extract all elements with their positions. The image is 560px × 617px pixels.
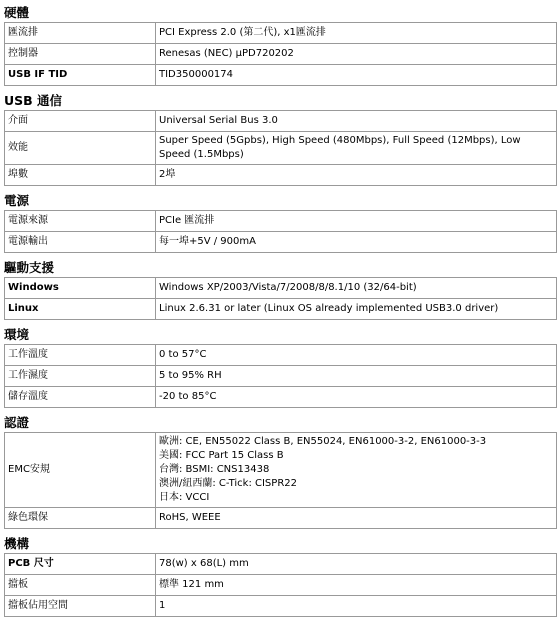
section-title: 認證 (4, 415, 30, 430)
spec-table (4, 553, 557, 617)
table-row (5, 65, 557, 86)
section-title: 驅動支援 (4, 260, 55, 275)
row-value: 5 to 95% RH (156, 366, 557, 387)
row-label: Windows (5, 278, 156, 299)
table-row (5, 596, 557, 617)
row-label: PCB 尺寸 (5, 554, 156, 575)
table-row (5, 433, 557, 508)
table-row (5, 132, 557, 165)
section-title: 環境 (4, 327, 30, 342)
row-value: 0 to 57°C (156, 345, 557, 366)
row-label: 匯流排 (5, 23, 156, 44)
row-value: Super Speed (5Gpbs), High Speed (480Mbps), Full Speed (12Mbps), Low Speed (1.5Mbps) (156, 132, 557, 165)
row-label: 介面 (5, 111, 156, 132)
row-value: TID350000174 (156, 65, 557, 86)
row-value: Renesas (NEC) μPD720202 (156, 44, 557, 65)
row-value: 78(w) x 68(L) mm (156, 554, 557, 575)
row-label: USB IF TID (5, 65, 156, 86)
table-row (5, 23, 557, 44)
table-row (5, 508, 557, 529)
row-label: 電源輸出 (5, 232, 156, 253)
spec-table (4, 432, 557, 529)
table-row (5, 111, 557, 132)
table-row (5, 299, 557, 320)
table-row (5, 387, 557, 408)
spec-table (4, 210, 557, 253)
row-value: Linux 2.6.31 or later (Linux OS already implemented USB3.0 driver) (156, 299, 557, 320)
row-value: RoHS, WEEE (156, 508, 557, 529)
table-row (5, 554, 557, 575)
section-title: 硬體 (4, 5, 30, 20)
value-line: 台灣: BSMI: CNS13438 (159, 464, 270, 475)
section-title: 電源 (4, 193, 30, 208)
value-line: 日本: VCCI (159, 492, 210, 503)
row-label: 效能 (5, 132, 156, 165)
row-label: 儲存溫度 (5, 387, 156, 408)
row-value (156, 433, 557, 508)
row-label: EMC安規 (5, 433, 156, 508)
row-value: PCIe 匯流排 (156, 211, 557, 232)
value-line: 歐洲: CE, EN55022 Class B, EN55024, EN61000-3-2, EN61000-3-3 (159, 436, 487, 447)
row-label: 控制器 (5, 44, 156, 65)
row-label: 電源來源 (5, 211, 156, 232)
value-line: 美國: FCC Part 15 Class B (159, 450, 284, 461)
table-row (5, 366, 557, 387)
table-row (5, 278, 557, 299)
row-value: -20 to 85°C (156, 387, 557, 408)
spec-table (4, 344, 557, 408)
table-row (5, 345, 557, 366)
table-row (5, 211, 557, 232)
spec-table (4, 277, 557, 320)
row-label: 擋板佔用空間 (5, 596, 156, 617)
row-value: PCI Express 2.0 (第二代), x1匯流排 (156, 23, 557, 44)
row-value: 標準 121 mm (156, 575, 557, 596)
row-value: Windows XP/2003/Vista/7/2008/8/8.1/10 (32/64-bit) (156, 278, 557, 299)
row-value: 2埠 (156, 165, 557, 186)
section-title: 機構 (4, 536, 30, 551)
row-label: 擋板 (5, 575, 156, 596)
table-row (5, 575, 557, 596)
spec-table (4, 22, 557, 86)
row-label: 綠色環保 (5, 508, 156, 529)
row-label: Linux (5, 299, 156, 320)
table-row (5, 44, 557, 65)
row-label: 工作溫度 (5, 345, 156, 366)
value-line: 澳洲/紐西蘭: C-Tick: CISPR22 (159, 478, 297, 489)
table-row (5, 232, 557, 253)
section-title: USB 通信 (4, 93, 63, 108)
row-label: 工作濕度 (5, 366, 156, 387)
table-row (5, 165, 557, 186)
row-value: 1 (156, 596, 557, 617)
spec-table (4, 110, 557, 186)
row-value: 每一埠+5V / 900mA (156, 232, 557, 253)
row-label: 埠數 (5, 165, 156, 186)
row-value: Universal Serial Bus 3.0 (156, 111, 557, 132)
